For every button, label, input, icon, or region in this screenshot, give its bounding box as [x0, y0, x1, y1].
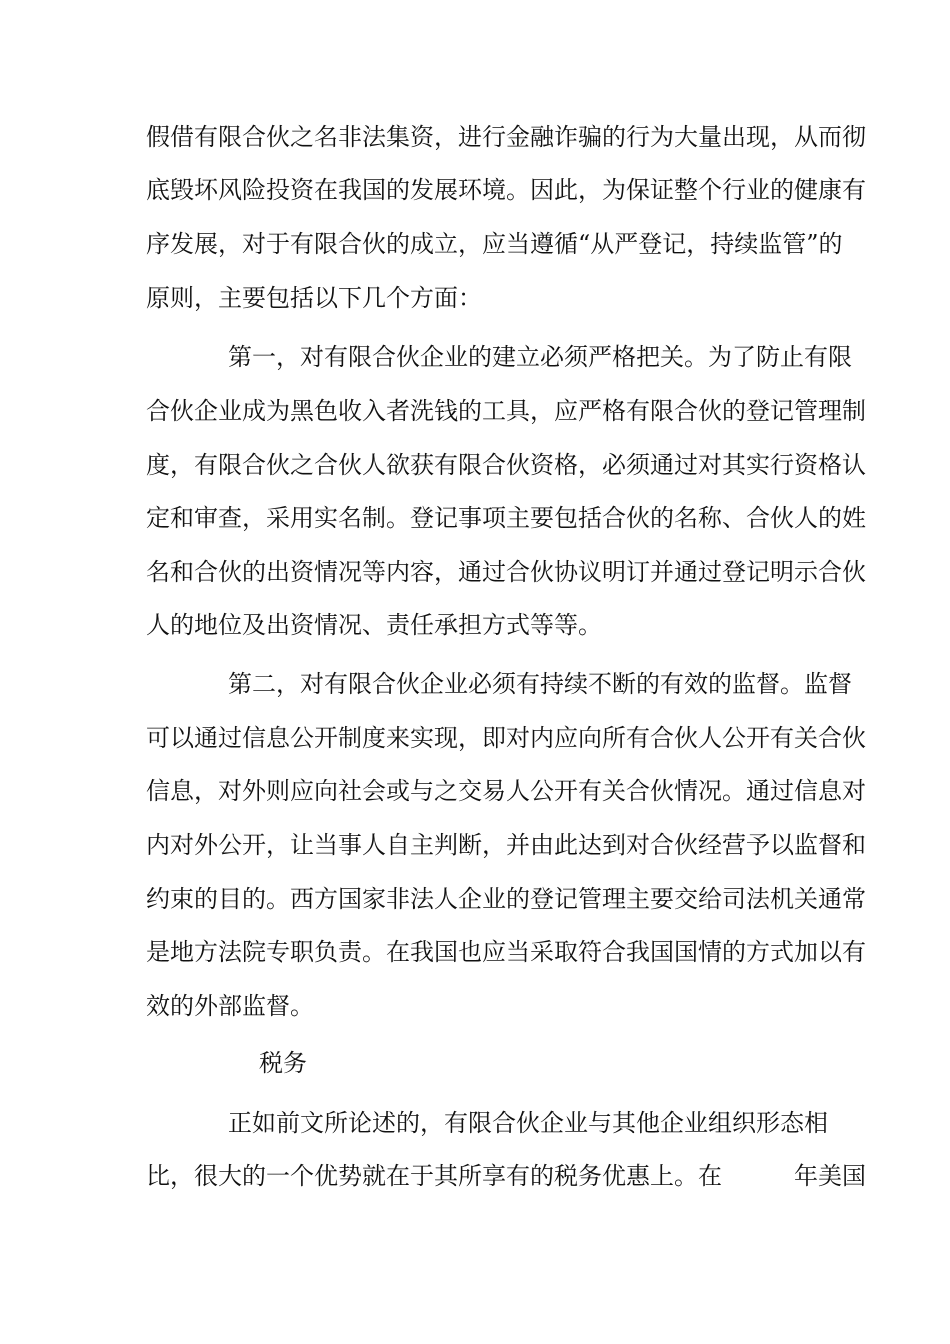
- paragraph-4-line-1: 正如前文所论述的，有限合伙企业与其他企业组织形态相: [228, 1109, 828, 1137]
- paragraph-1-line-1: 假借有限合伙之名非法集资，进行金融诈骗的行为大量出现，从而彻: [146, 123, 866, 151]
- paragraph-2-line-1: 第一，对有限合伙企业的建立必须严格把关。为了防止有限: [228, 343, 852, 371]
- paragraph-2-line-5: 名和合伙的出资情况等内容，通过合伙协议明订并通过登记明示合伙: [146, 558, 866, 586]
- paragraph-3-line-4: 内对外公开，让当事人自主判断，并由此达到对合伙经营予以监督和: [146, 831, 866, 859]
- paragraph-1-line-3: 序发展，对于有限合伙的成立，应当遵循“从严登记，持续监管”的: [146, 230, 843, 258]
- paragraph-3-line-3: 信息，对外则应向社会或与之交易人公开有关合伙情况。通过信息对: [146, 777, 866, 805]
- paragraph-1-line-2: 底毁坏风险投资在我国的发展环境。因此，为保证整个行业的健康有: [146, 176, 866, 204]
- paragraph-2-line-2: 合伙企业成为黑色收入者洗钱的工具，应严格有限合伙的登记管理制: [146, 397, 866, 425]
- paragraph-3-line-1: 第二，对有限合伙企业必须有持续不断的有效的监督。监督: [228, 670, 852, 698]
- paragraph-3-line-6: 是地方法院专职负责。在我国也应当采取符合我国国情的方式加以有: [146, 938, 866, 966]
- paragraph-2-line-6: 人的地位及出资情况、责任承担方式等等。: [146, 611, 602, 639]
- paragraph-4-line-2: 比，很大的一个优势就在于其所享有的税务优惠上。在 年美国: [146, 1162, 866, 1190]
- paragraph-3-line-2: 可以通过信息公开制度来实现，即对内应向所有合伙人公开有关合伙: [146, 724, 866, 752]
- paragraph-2-line-3: 度，有限合伙之合伙人欲获有限合伙资格，必须通过对其实行资格认: [146, 451, 866, 479]
- paragraph-1-line-4: 原则，主要包括以下几个方面：: [146, 284, 482, 312]
- section-heading-tax: 税务: [259, 1049, 307, 1077]
- paragraph-3-line-7: 效的外部监督。: [146, 992, 314, 1020]
- paragraph-2-line-4: 定和审查，采用实名制。登记事项主要包括合伙的名称、合伙人的姓: [146, 504, 866, 532]
- paragraph-3-line-5: 约束的目的。西方国家非法人企业的登记管理主要交给司法机关通常: [146, 885, 866, 913]
